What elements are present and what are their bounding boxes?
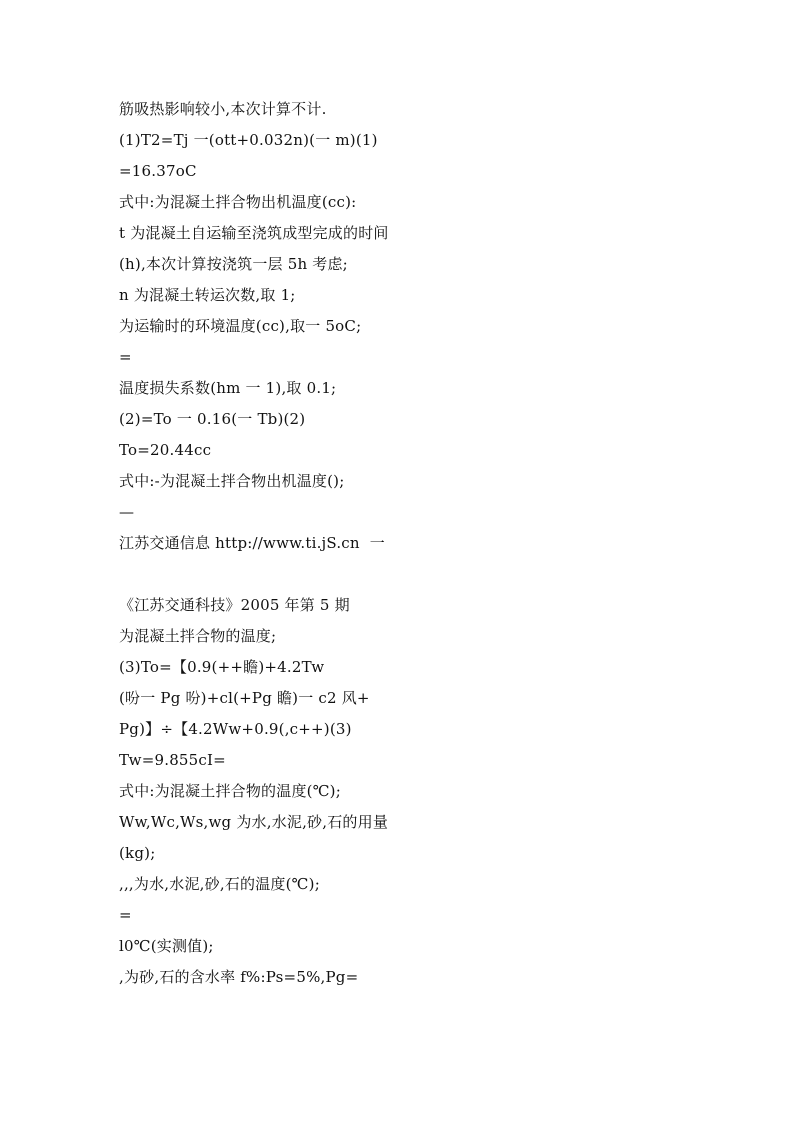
text-line: — bbox=[119, 503, 135, 521]
text-line: 为运输时的环境温度(cc),取一 5oC; bbox=[119, 317, 362, 335]
text-line: ,为砂,石的含水率 f%:Ps=5%,Pg= bbox=[119, 968, 359, 986]
page-footer-source: 江苏交通信息 http://www.ti.jS.cn 一 bbox=[119, 534, 385, 552]
formula-result: =16.37oC bbox=[119, 162, 197, 180]
text-line: l0℃(实测值); bbox=[119, 937, 214, 955]
formula-line: (吩一 Pg 吩)+cl(+Pg 瞻)一 c2 风+ bbox=[119, 689, 370, 707]
formula-result: Tw=9.855cI= bbox=[119, 751, 226, 769]
text-line: = bbox=[119, 348, 132, 366]
text-line: n 为混凝土转运次数,取 1; bbox=[119, 286, 296, 304]
text-line: = bbox=[119, 906, 132, 924]
formula-result: To=20.44cc bbox=[119, 441, 212, 459]
text-line: 筋吸热影响较小,本次计算不计. bbox=[119, 100, 327, 118]
text-line: Ww,Wc,Ws,wg 为水,水泥,砂,石的用量 bbox=[119, 813, 389, 831]
page-header-journal: 《江苏交通科技》2005 年第 5 期 bbox=[119, 596, 350, 614]
text-line: t 为混凝土自运输至浇筑成型完成的时间 bbox=[119, 224, 389, 242]
text-line: (h),本次计算按浇筑一层 5h 考虑; bbox=[119, 255, 348, 273]
formula-line: (1)T2=Tj 一(ott+0.032n)(一 m)(1) bbox=[119, 131, 378, 149]
formula-line: Pg)】÷【4.2Ww+0.9(,c++)(3) bbox=[119, 720, 352, 738]
formula-line: (3)To=【0.9(++瞻)+4.2Tw bbox=[119, 658, 325, 676]
text-line: ,,,为水,水泥,砂,石的温度(℃); bbox=[119, 875, 320, 893]
formula-line: (2)=To 一 0.16(一 Tb)(2) bbox=[119, 410, 306, 428]
text-line: (kg); bbox=[119, 844, 156, 862]
text-line: 为混凝土拌合物的温度; bbox=[119, 627, 277, 645]
text-line: 式中:为混凝土拌合物出机温度(cc): bbox=[119, 193, 357, 211]
text-line: 式中:为混凝土拌合物的温度(℃); bbox=[119, 782, 341, 800]
document-body bbox=[119, 94, 739, 993]
page-break-gap bbox=[119, 559, 739, 590]
text-line: 温度损失系数(hm 一 1),取 0.1; bbox=[119, 379, 337, 397]
text-line: 式中:-为混凝土拌合物出机温度(); bbox=[119, 472, 345, 490]
